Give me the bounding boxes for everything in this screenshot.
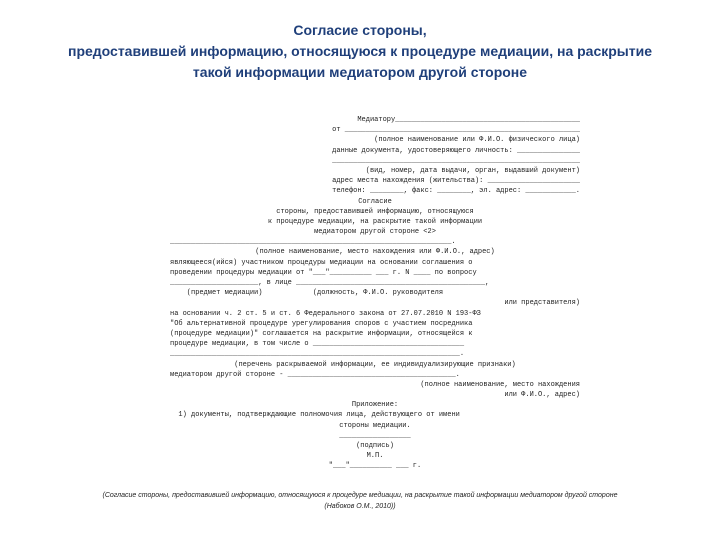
form-line: ___________________________________________________________ [332, 156, 580, 165]
title-line-1: Согласие стороны, [293, 22, 427, 38]
form-line: 1) документы, подтверждающие полномочия лица, действующего от имени [170, 411, 460, 420]
form-line: процедуре медиации, в том числе о ____________________________________ [170, 340, 465, 349]
form-line: (полное наименование, место нахождения [420, 380, 580, 389]
form-line: "___"__________ ___ г. [328, 462, 422, 471]
form-line: М.П. [366, 452, 384, 461]
form-line: стороны, предоставившей информацию, относящуюся [276, 207, 474, 216]
form-line: Медиатору____________________________________________ [357, 116, 580, 124]
form-line: (подпись) [356, 442, 394, 450]
form-line: являющееся(ийся) участником процедуры медиации на основании соглашения о [170, 258, 473, 267]
consent-form-body [170, 115, 580, 472]
form-line: _____________________, в лице _____________________________________________, [170, 279, 490, 287]
form-line: или Ф.И.О., адрес) [504, 391, 580, 400]
title-line-2: предоставившей информацию, относящуюся к процедуре медиации, на раскрытие [67, 43, 653, 59]
document-title [0, 20, 720, 83]
form-line: или представителя) [504, 299, 580, 308]
form-line: на основании ч. 2 ст. 5 и ст. 6 Федерального закона от 27.07.2010 N 193-ФЗ [170, 309, 481, 318]
form-line: медиатором другой стороне <2> [314, 228, 436, 237]
form-line: данные документа, удостоверяющего личность: _______________ [332, 146, 580, 155]
form-line: от ________________________________________________________ [332, 126, 580, 135]
form-line: к процедуре медиации, на раскрытие такой информации [267, 217, 483, 226]
form-line: медиатором другой стороне - ________________________________________. [170, 370, 460, 379]
form-line: _________________ [339, 431, 411, 440]
form-line: (предмет медиации) (должность, Ф.И.О. руководителя [170, 289, 444, 298]
form-line: (вид, номер, дата выдачи, орган, выдавший документ) [365, 166, 580, 175]
form-line: (перечень раскрываемой информации, ее индивидуализирующие признаки) [234, 360, 516, 369]
source-caption [0, 490, 720, 512]
form-line: ___________________________________________________________________. [170, 238, 456, 247]
form-line: адрес места нахождения (жительства): ______________________ [332, 177, 580, 186]
form-line: "Об альтернативной процедуре урегулирования споров с участием посредника [170, 319, 473, 328]
form-line: проведении процедуры медиации от "___"__________ ___ г. N ____ по вопросу [170, 268, 477, 277]
caption-line-1: (Согласие стороны, предоставившей информацию, относящуюся к процедуре медиации, на раскрытие такой информации медиатором другой стороне [102, 492, 618, 499]
form-line: Приложение: [351, 401, 399, 410]
caption-line-2: (Набоков О.М., 2010)) [324, 503, 396, 510]
form-line: Согласие [358, 197, 392, 206]
form-line: стороны медиации. [339, 421, 411, 430]
form-line: _____________________________________________________________________. [170, 350, 465, 359]
form-line: телефон: ________, факс: ________, эл. адрес: ____________. [332, 187, 580, 196]
title-line-3: такой информации медиатором другой стороне [192, 64, 528, 80]
form-line: (процедуре медиации)" соглашается на раскрытие информации, относящейся к [170, 329, 473, 338]
form-line: (полное наименование или Ф.И.О. физического лица) [374, 136, 580, 145]
form-line: (полное наименование, место нахождения или Ф.И.О., адрес) [255, 248, 495, 257]
